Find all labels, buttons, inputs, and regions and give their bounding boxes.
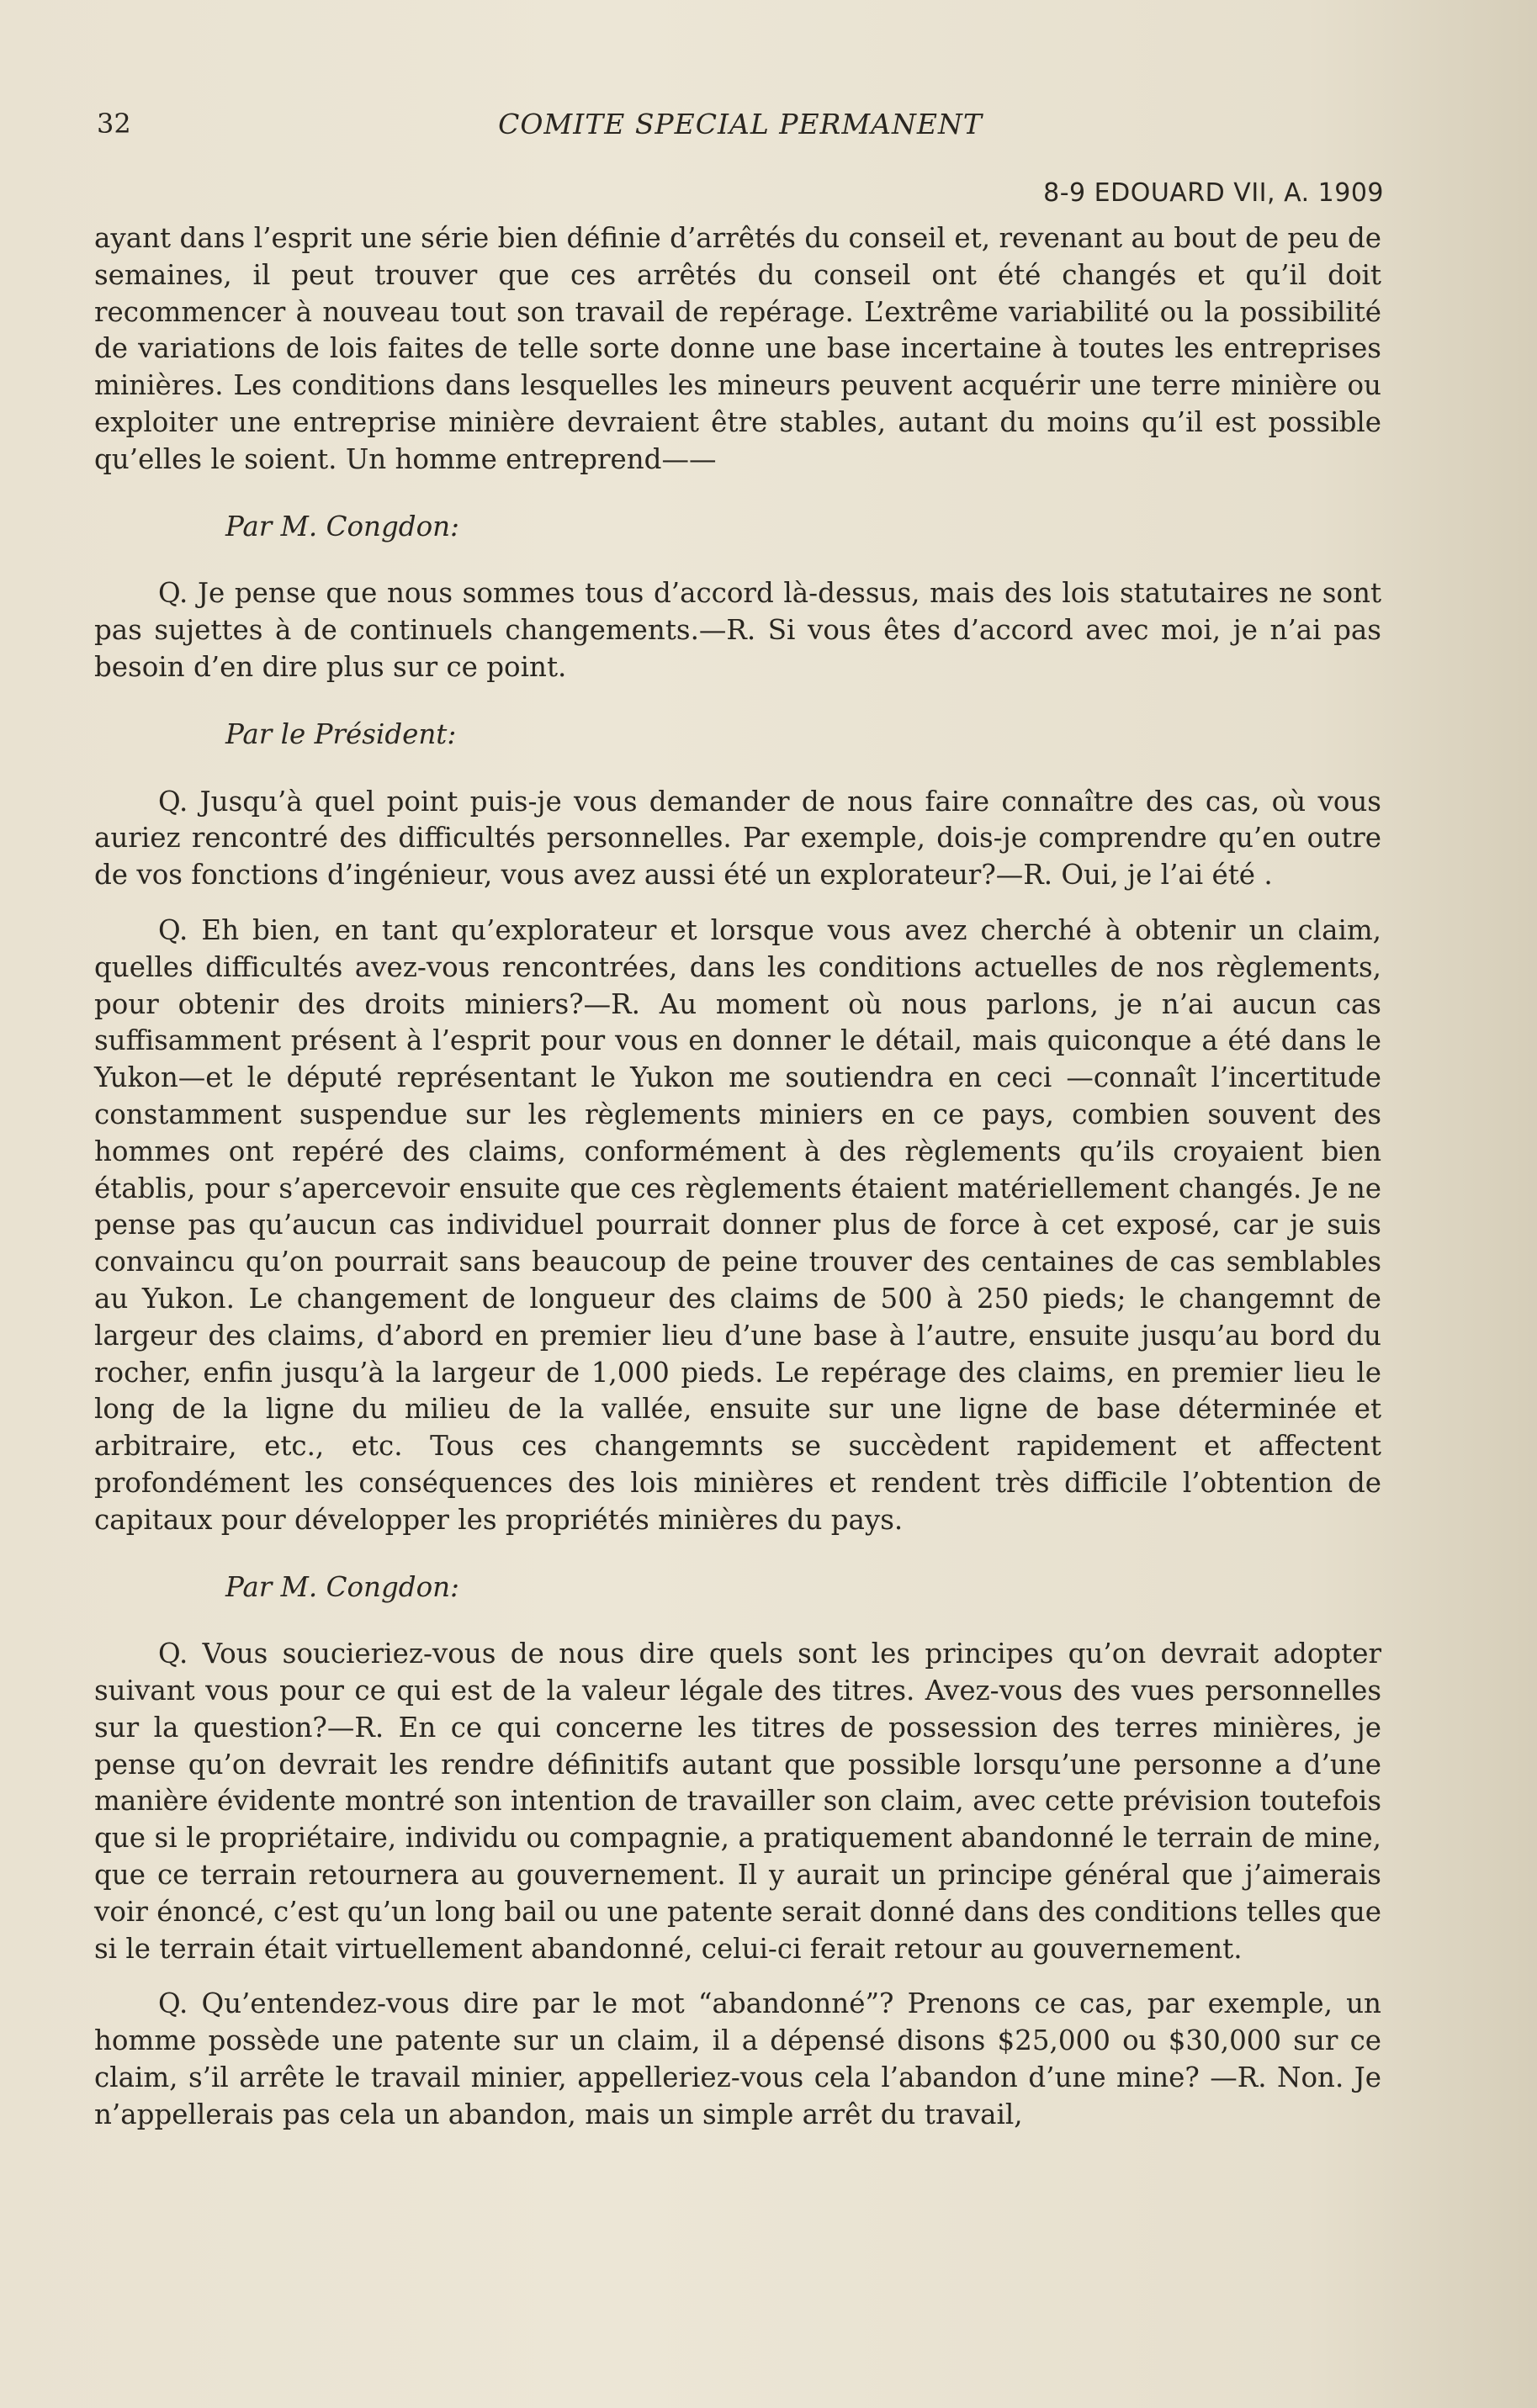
running-title: COMITE SPECIAL PERMANENT [498,108,983,140]
paragraph-question: Q. Vous soucieriez-vous de nous dire quels sont les principes qu’on devrait adopter suivant vous pour ce qui est de la valeur légale des titres. Avez-vous des vues personnelles sur la question?—R. En ce qui concerne les titres de possession des terres minières, je pense qu’on devrait les rendre définitifs autant que possible lorsqu’une personne a d’une manière évidente montré son intention de travailler son claim, avec cette prévision toutefois que si le propriétaire, individu ou compagnie, a pratiquement abandonné le terrain de mine, que ce terrain retournera au gouvernement. Il y aurait un principe général que j’aimerais voir énoncé, c’est qu’un long bail ou une patente serait donné dans des conditions telles que si le terrain était virtuellement abandonné, celui-ci ferait retour au gouvernement. [94,1638,1381,1965]
body-text [94,220,1381,2134]
paragraph-question: Q. Eh bien, en tant qu’explorateur et lorsque vous avez cherché à obtenir un claim, quelles difficultés avez-vous rencontrées, dans les conditions actuelles de nos règlements, pour obtenir des droits miniers?—R. Au moment où nous parlons, je n’ai aucun cas suffisamment présent à l’esprit pour vous en donner le détail, mais quiconque a été dans le Yukon—et le député représentant le Yukon me soutiendra en ceci —connaît l’incertitude constamment suspendue sur les règlements miniers en ce pays, combien souvent des hommes ont repéré des claims, conformément à des règlements qu’ils croyaient bien établis, pour s’apercevoir ensuite que ces règlements étaient matériellement changés. Je ne pense pas qu’aucun cas individuel pourrait donner plus de force à cet exposé, car je suis convaincu qu’on pourrait sans beaucoup de peine trouver des centaines de cas semblables au Yukon. Le changement de longueur des claims de 500 à 250 pieds; le changemnt de largeur des claims, d’abord en premier lieu d’une base à l’autre, ensuite jusqu’au bord du rocher, enfin jusqu’à la largeur de 1,000 pieds. Le repérage des claims, en premier lieu le long de la ligne du milieu de la vallée, ensuite sur une ligne de base déterminée et arbitraire, etc., etc. Tous ces changemnts se succèdent rapidement et affectent profondément les conséquences des lois minières et rendent très difficile l’obtention de capitaux pour développer les propriétés minières du pays. [94,913,1381,1536]
speaker-heading: Par M. Congdon: [225,510,460,542]
page-number: 32 [97,108,131,140]
speaker-heading: Par M. Congdon: [225,1570,460,1603]
page-header [97,108,1384,150]
session-reference: 8-9 EDOUARD VII, A. 1909 [1043,178,1384,208]
paragraph-continuation: ayant dans l’esprit une série bien définie d’arrêtés du conseil et, revenant au bout de peu de semaines, il peut trouver que ces arrêtés du conseil ont été changés et qu’il doit recommencer à nouveau tout son travail de repérage. L’extrême variabilité ou la possibilité de variations de lois faites de telle sorte donne une base incertaine à toutes les entreprises minières. Les conditions dans lesquelles les mineurs peuvent acquérir une terre minière ou exploiter une entreprise minière devraient être stables, autant du moins qu’il est possible qu’elles le soient. Un homme entreprend—— [94,222,1381,475]
paragraph-question: Q. Qu’entendez-vous dire par le mot “abandonné”? Prenons ce cas, par exemple, un homme possède une patente sur un claim, il a dépensé disons $25,000 ou $30,000 sur ce claim, s’il arrête le travail minier, appelleriez-vous cela l’abandon d’une mine? —R. Non. Je n’appellerais pas cela un abandon, mais un simple arrêt du travail, [94,1987,1381,2130]
paragraph-question: Q. Je pense que nous sommes tous d’accord là-dessus, mais des lois statutaires ne sont pas sujettes à de continuels changements.—R. Si vous êtes d’accord avec moi, je n’ai pas besoin d’en dire plus sur ce point. [94,577,1381,683]
speaker-heading: Par le Président: [225,717,457,750]
paragraph-question: Q. Jusqu’à quel point puis-je vous demander de nous faire connaître des cas, où vous auriez rencontré des difficultés personnelles. Par exemple, dois-je comprendre qu’en outre de vos fonctions d’ingénieur, vous avez aussi été un explorateur?—R. Oui, je l’ai été . [94,785,1381,892]
